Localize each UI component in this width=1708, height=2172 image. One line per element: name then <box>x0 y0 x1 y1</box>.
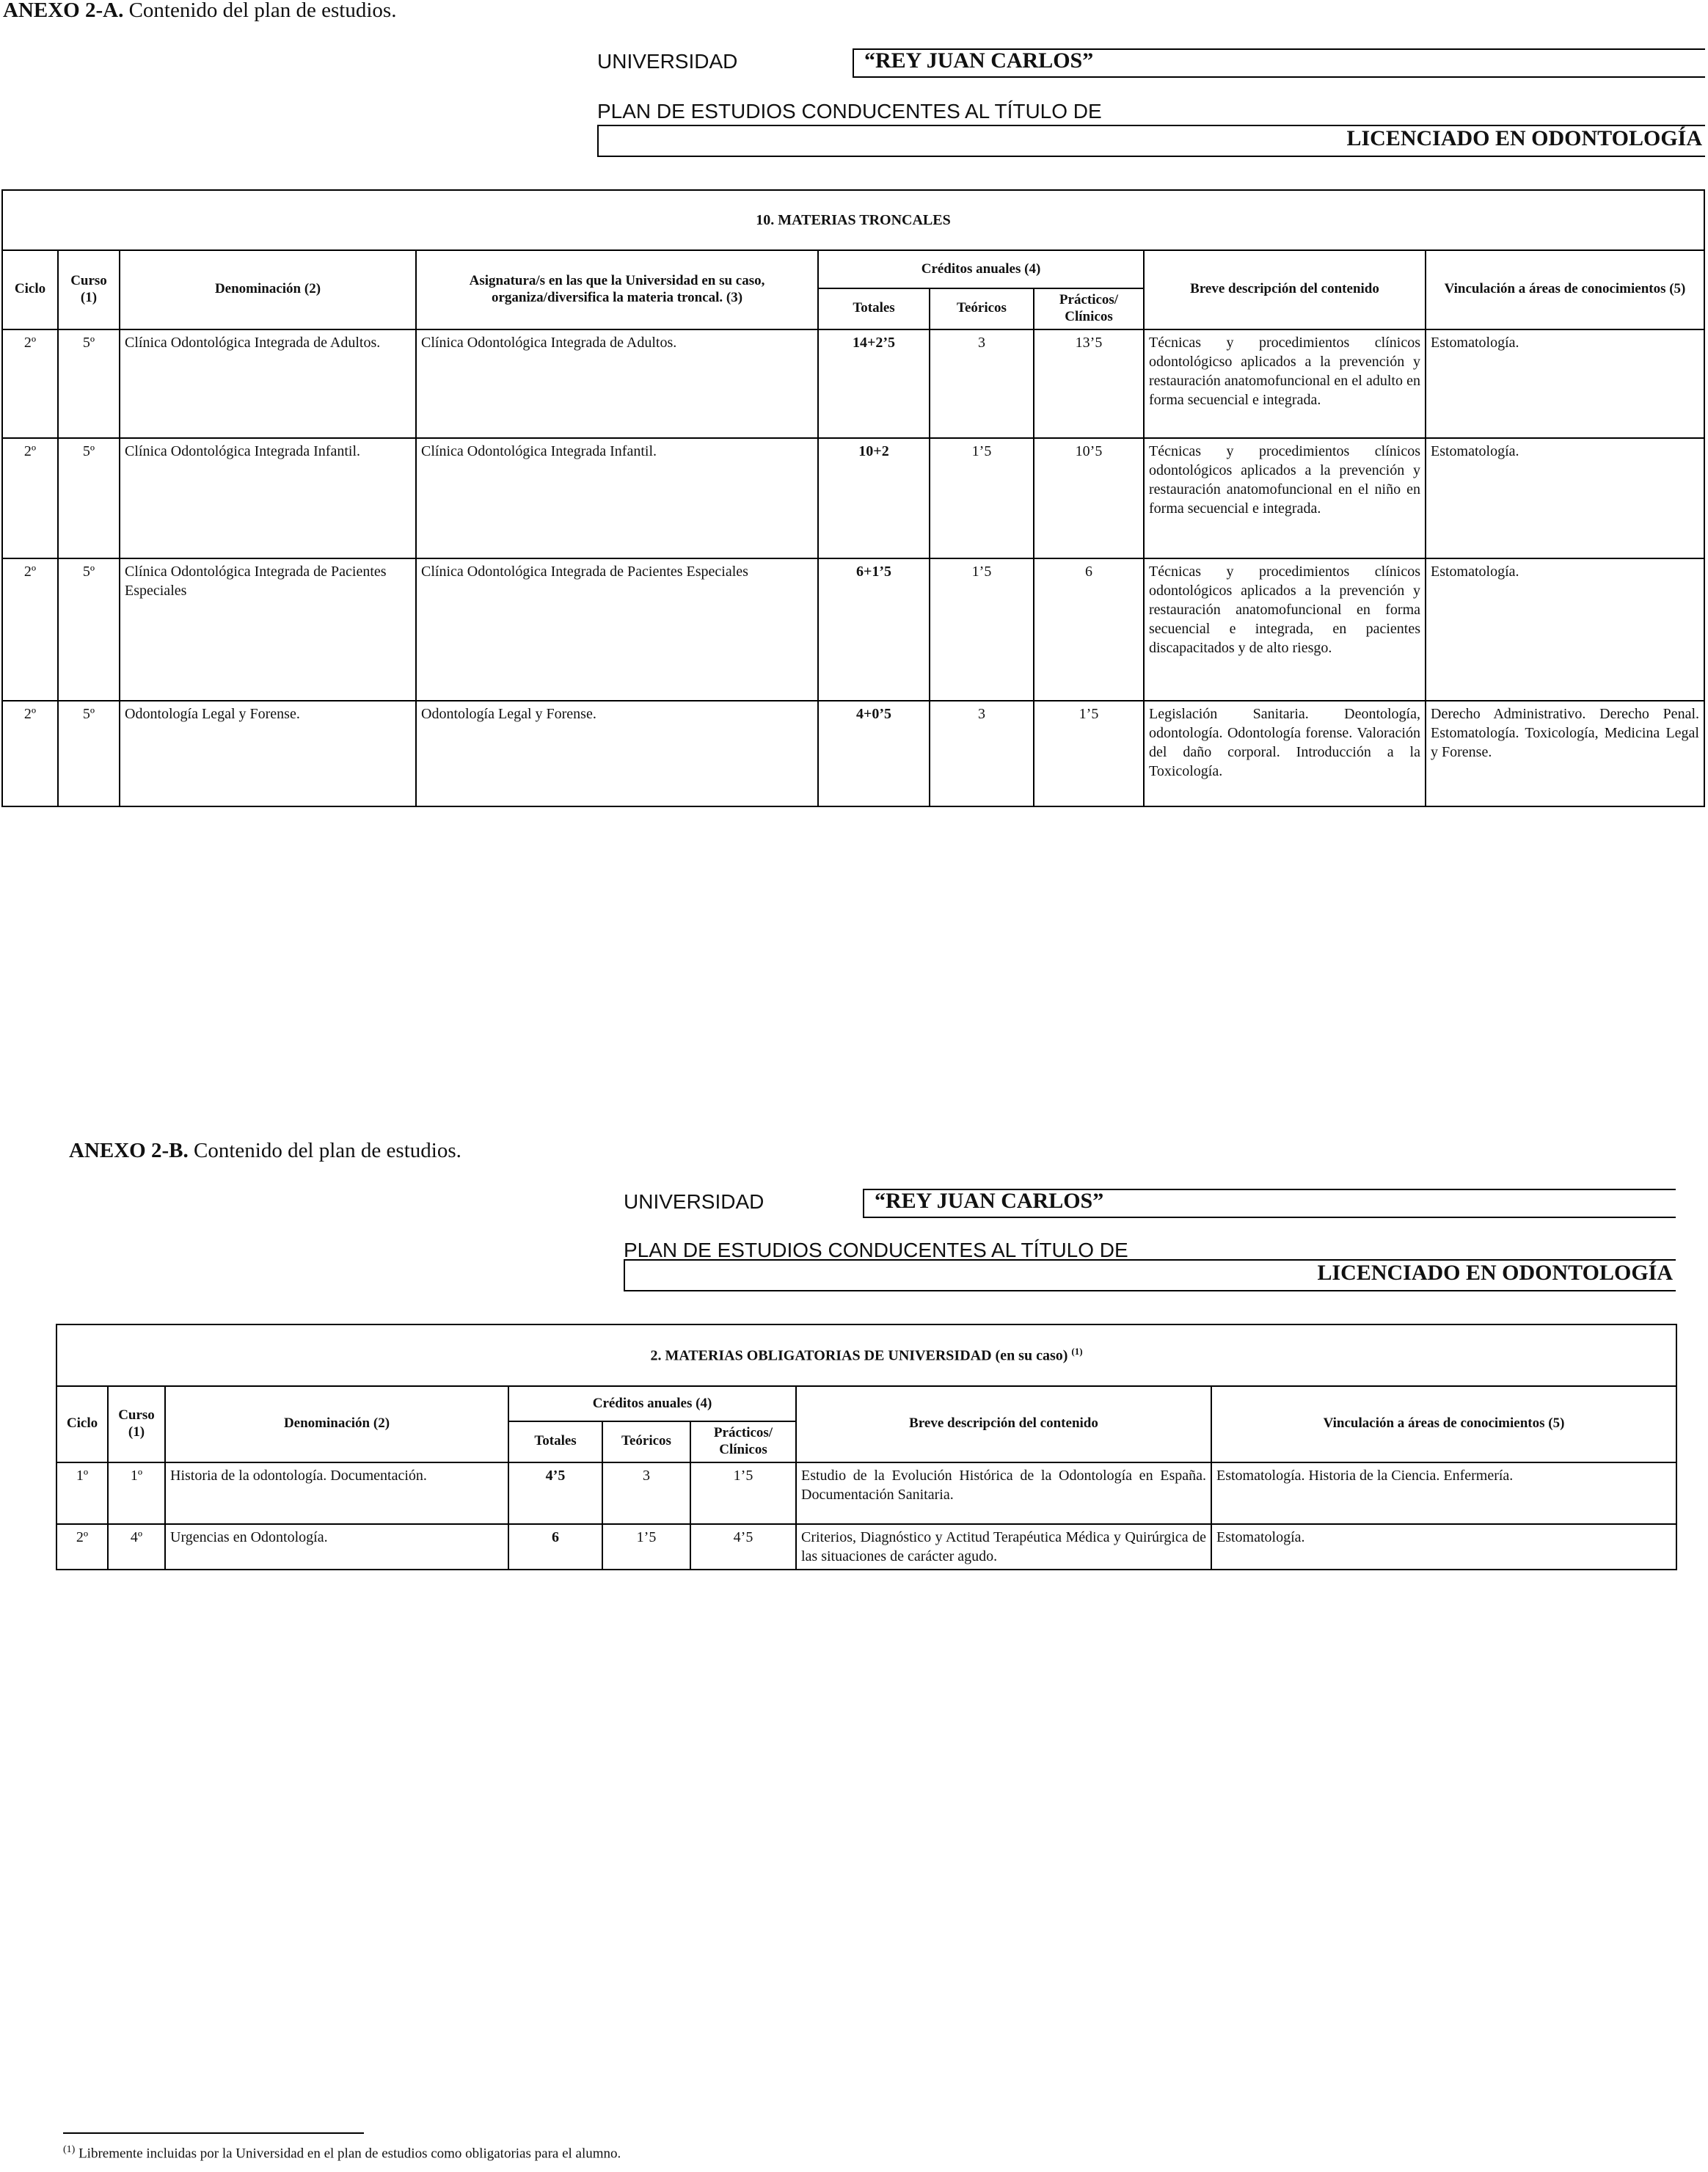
col-header-denominacion: Denominación (2) <box>120 250 416 329</box>
anexo-b-section-title <box>56 1324 1676 1386</box>
cell-denominacion: Urgencias en Odontología. <box>165 1524 508 1570</box>
table-row <box>56 1462 1676 1524</box>
cell-curso: 5º <box>58 438 120 558</box>
cell-denominacion: Clínica Odontológica Integrada de Pacientes Especiales <box>120 558 416 701</box>
col-header-totales: Totales <box>818 288 930 329</box>
col-header-teoricos: Teóricos <box>930 288 1034 329</box>
cell-ciclo: 2º <box>2 558 58 701</box>
table-row <box>2 701 1704 806</box>
col-header-vinculacion: Vinculación a áreas de conocimientos (5) <box>1426 250 1704 329</box>
anexo-a-plan-label: PLAN DE ESTUDIOS CONDUCENTES AL TÍTULO DE <box>597 100 1102 123</box>
cell-descripcion: Criterios, Diagnóstico y Actitud Terapéutica Médica y Quirúrgica de las situaciones de carácter agudo. <box>796 1524 1211 1570</box>
cell-denominacion: Clínica Odontológica Integrada Infantil. <box>120 438 416 558</box>
anexo-a-titulo-box <box>597 125 1705 157</box>
col-header-creditos: Créditos anuales (4) <box>508 1386 796 1421</box>
anexo-a-universidad-value: “REY JUAN CARLOS” <box>864 48 1094 73</box>
col-header-denominacion: Denominación (2) <box>165 1386 508 1462</box>
cell-practicos: 4’5 <box>690 1524 796 1570</box>
cell-ciclo: 2º <box>2 701 58 806</box>
cell-ciclo: 2º <box>56 1524 108 1570</box>
anexo-b-title-bold: ANEXO 2-B. <box>69 1139 189 1162</box>
col-header-practicos: Prácticos/ Clínicos <box>1034 288 1144 329</box>
cell-descripcion: Técnicas y procedimientos clínicos odontológicso aplicados a la prevención y restauración anatomofuncional en el adulto en forma secuencial e integrada. <box>1144 329 1426 438</box>
cell-vinculacion: Estomatología. <box>1426 438 1704 558</box>
col-header-vinculacion: Vinculación a áreas de conocimientos (5) <box>1211 1386 1676 1462</box>
table-row <box>2 558 1704 701</box>
materias-troncales-table <box>1 189 1705 807</box>
cell-descripcion: Técnicas y procedimientos clínicos odontológicos aplicados a la prevención y restauración anatomofuncional en el niño en forma secuencial e integrada. <box>1144 438 1426 558</box>
anexo-b-title <box>69 1139 461 1163</box>
col-header-asignatura: Asignatura/s en las que la Universidad en su caso, organiza/diversifica la materia troncal. (3) <box>416 250 818 329</box>
materias-obligatorias-table <box>56 1324 1677 1570</box>
footnote-mark: (1) <box>63 2144 76 2155</box>
footnote-divider <box>63 2132 364 2134</box>
cell-totales: 4’5 <box>508 1462 602 1524</box>
cell-denominacion: Historia de la odontología. Documentación. <box>165 1462 508 1524</box>
cell-teoricos: 1’5 <box>930 558 1034 701</box>
cell-ciclo: 2º <box>2 329 58 438</box>
cell-asignatura: Odontología Legal y Forense. <box>416 701 818 806</box>
cell-totales: 10+2 <box>818 438 930 558</box>
cell-asignatura: Clínica Odontológica Integrada de Adultos. <box>416 329 818 438</box>
cell-vinculacion: Estomatología. <box>1211 1524 1676 1570</box>
cell-ciclo: 2º <box>2 438 58 558</box>
cell-teoricos: 3 <box>602 1462 690 1524</box>
anexo-b-universidad-value: “REY JUAN CARLOS” <box>875 1189 1104 1213</box>
col-header-teoricos: Teóricos <box>602 1421 690 1462</box>
cell-ciclo: 1º <box>56 1462 108 1524</box>
cell-curso: 4º <box>108 1524 165 1570</box>
col-header-descripcion: Breve descripción del contenido <box>796 1386 1211 1462</box>
cell-curso: 5º <box>58 701 120 806</box>
cell-practicos: 10’5 <box>1034 438 1144 558</box>
col-header-ciclo: Ciclo <box>56 1386 108 1462</box>
anexo-a-section-title: 10. MATERIAS TRONCALES <box>2 190 1704 250</box>
cell-curso: 5º <box>58 558 120 701</box>
cell-descripcion: Estudio de la Evolución Histórica de la Odontología en España. Documentación Sanitaria. <box>796 1462 1211 1524</box>
cell-vinculacion: Derecho Administrativo. Derecho Penal. Estomatología. Toxicología, Medicina Legal y Forense. <box>1426 701 1704 806</box>
anexo-b-universidad-box <box>863 1189 1676 1218</box>
col-header-practicos: Prácticos/ Clínicos <box>690 1421 796 1462</box>
cell-practicos: 6 <box>1034 558 1144 701</box>
cell-totales: 6+1’5 <box>818 558 930 701</box>
cell-asignatura: Clínica Odontológica Integrada Infantil. <box>416 438 818 558</box>
cell-vinculacion: Estomatología. Historia de la Ciencia. Enfermería. <box>1211 1462 1676 1524</box>
anexo-a-title-rest: Contenido del plan de estudios. <box>123 0 397 22</box>
cell-teoricos: 3 <box>930 701 1034 806</box>
anexo-a-universidad-box <box>853 48 1705 78</box>
cell-curso: 5º <box>58 329 120 438</box>
footnote <box>63 2144 621 2162</box>
col-header-curso: Curso (1) <box>108 1386 165 1462</box>
anexo-b-universidad-label: UNIVERSIDAD <box>624 1190 764 1213</box>
anexo-a-title-bold: ANEXO 2-A. <box>3 0 124 22</box>
cell-totales: 6 <box>508 1524 602 1570</box>
cell-descripcion: Técnicas y procedimientos clínicos odontológicos aplicados a la prevención y restauración anatomofuncional en forma secuencial e integrada, en pacientes discapacitados y de alto riesgo. <box>1144 558 1426 701</box>
table-row <box>2 438 1704 558</box>
cell-vinculacion: Estomatología. <box>1426 329 1704 438</box>
cell-descripcion: Legislación Sanitaria. Deontología, odontología. Odontología forense. Valoración del daño corporal. Introducción a la Toxicología. <box>1144 701 1426 806</box>
footnote-text: Libremente incluidas por la Universidad en el plan de estudios como obligatorias para el alumno. <box>75 2146 621 2162</box>
cell-practicos: 1’5 <box>1034 701 1144 806</box>
anexo-b-titulo-value: LICENCIADO EN ODONTOLOGÍA <box>1317 1261 1673 1285</box>
cell-asignatura: Clínica Odontológica Integrada de Pacientes Especiales <box>416 558 818 701</box>
cell-denominacion: Odontología Legal y Forense. <box>120 701 416 806</box>
col-header-ciclo: Ciclo <box>2 250 58 329</box>
anexo-b-title-rest: Contenido del plan de estudios. <box>188 1139 461 1162</box>
col-header-creditos: Créditos anuales (4) <box>818 250 1144 288</box>
anexo-a-universidad-label: UNIVERSIDAD <box>597 50 738 73</box>
col-header-curso: Curso (1) <box>58 250 120 329</box>
cell-denominacion: Clínica Odontológica Integrada de Adultos. <box>120 329 416 438</box>
table-row <box>2 329 1704 438</box>
anexo-b-plan-label: PLAN DE ESTUDIOS CONDUCENTES AL TÍTULO DE <box>624 1239 1128 1261</box>
cell-practicos: 13’5 <box>1034 329 1144 438</box>
cell-vinculacion: Estomatología. <box>1426 558 1704 701</box>
col-header-totales: Totales <box>508 1421 602 1462</box>
cell-totales: 4+0’5 <box>818 701 930 806</box>
anexo-a-titulo-value: LICENCIADO EN ODONTOLOGÍA <box>1346 126 1702 150</box>
anexo-a-title <box>3 0 396 23</box>
cell-practicos: 1’5 <box>690 1462 796 1524</box>
cell-teoricos: 1’5 <box>602 1524 690 1570</box>
cell-totales: 14+2’5 <box>818 329 930 438</box>
col-header-descripcion: Breve descripción del contenido <box>1144 250 1426 329</box>
cell-teoricos: 1’5 <box>930 438 1034 558</box>
cell-teoricos: 3 <box>930 329 1034 438</box>
anexo-b-titulo-box <box>624 1259 1676 1291</box>
anexo-b-section-title-text: 2. MATERIAS OBLIGATORIAS DE UNIVERSIDAD (en su caso) <box>650 1347 1068 1364</box>
table-row <box>56 1524 1676 1570</box>
anexo-b-section-footnote-ref: (1) <box>1071 1346 1083 1358</box>
cell-curso: 1º <box>108 1462 165 1524</box>
